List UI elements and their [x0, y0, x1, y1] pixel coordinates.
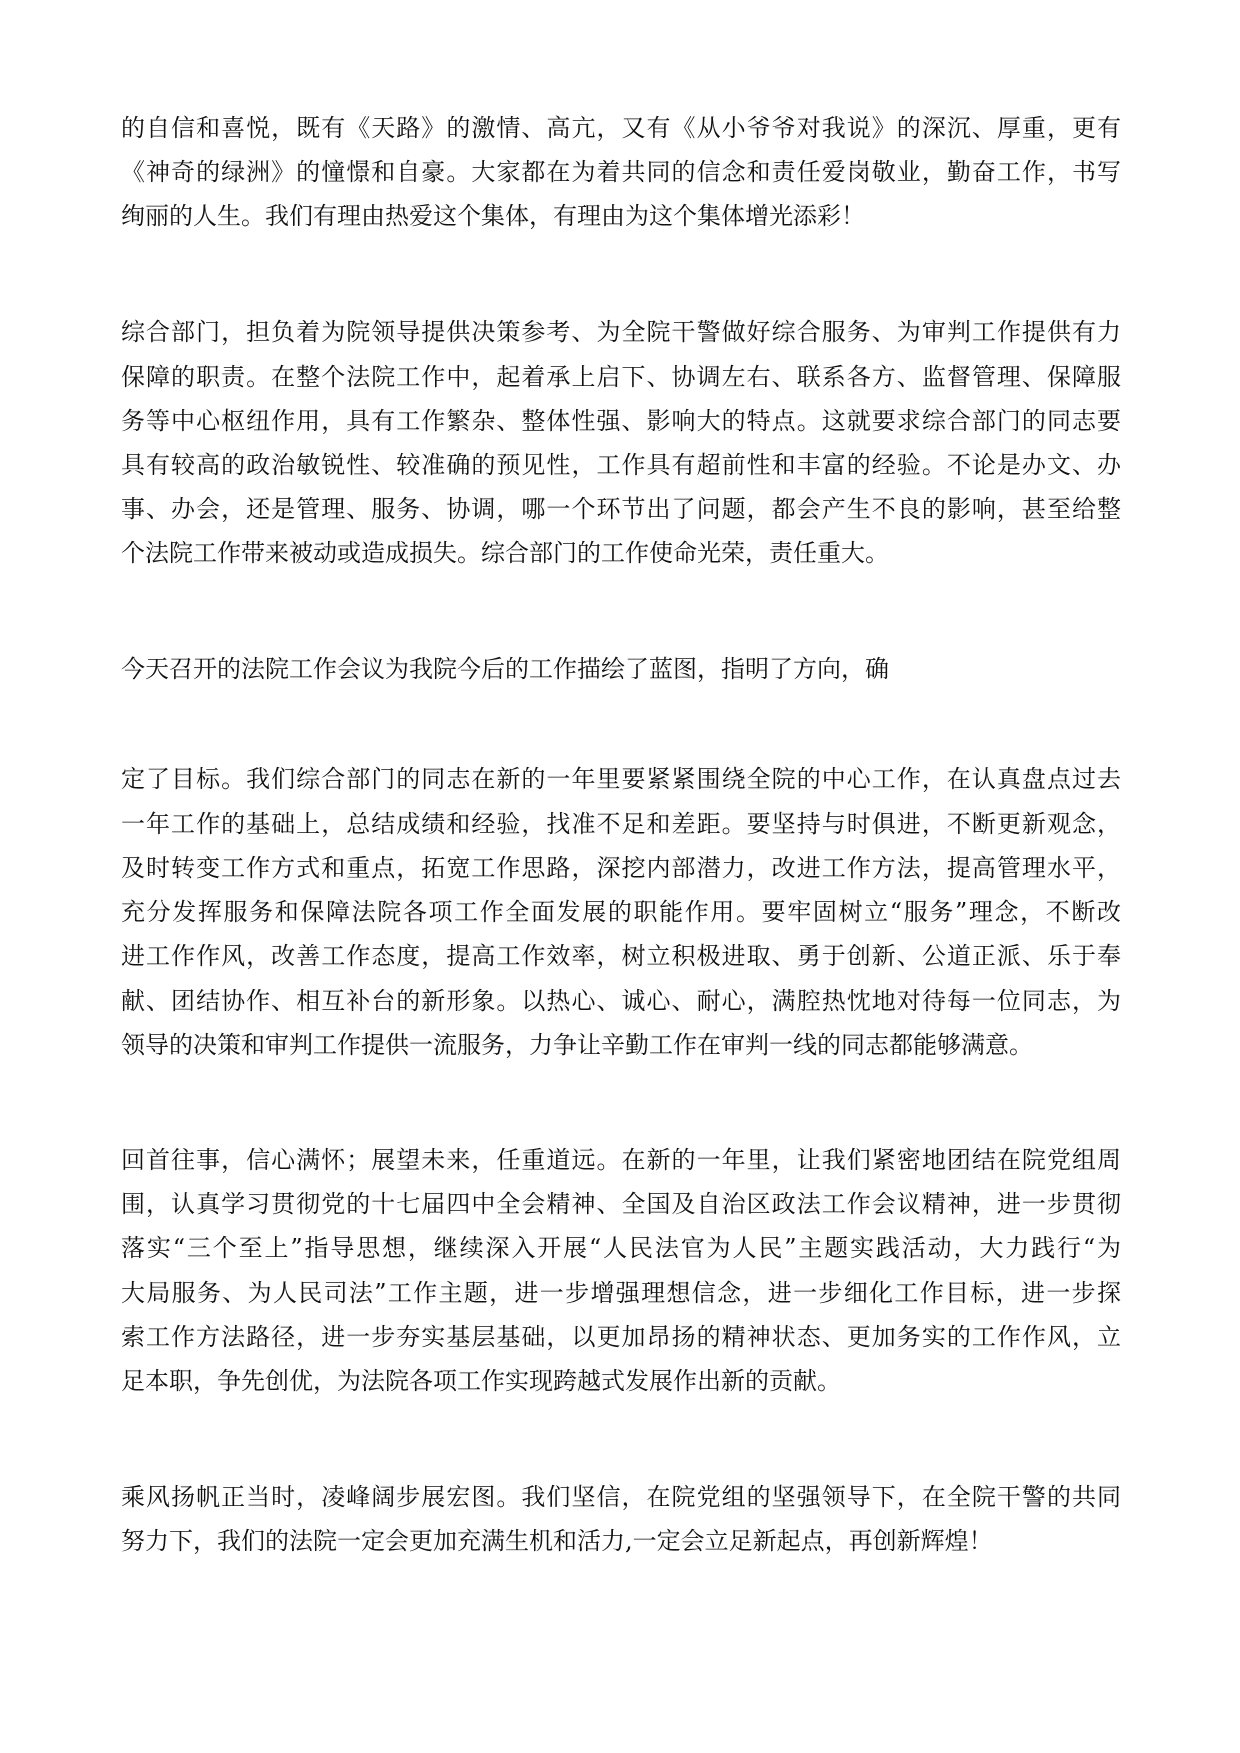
- text-line: 落实“三个至上”指导思想，继续深入开展“人民法官为人民”主题实践活动，大力践行“为: [121, 1234, 1121, 1262]
- text-line: 回首往事，信心满怀；展望未来，任重道远。在新的一年里，让我们紧密地团结在院党组周: [121, 1146, 1121, 1174]
- text-line: 今天召开的法院工作会议为我院今后的工作描绘了蓝图，指明了方向，确: [121, 655, 889, 683]
- text-line: 务等中心枢纽作用，具有工作繁杂、整体性强、影响大的特点。这就要求综合部门的同志要: [121, 407, 1121, 435]
- text-line: 进工作作风，改善工作态度，提高工作效率，树立积极进取、勇于创新、公道正派、乐于奉: [121, 942, 1121, 970]
- text-line: 足本职，争先创优，为法院各项工作实现跨越式发展作出新的贡献。: [121, 1367, 841, 1395]
- text-line: 献、团结协作、相互补台的新形象。以热心、诚心、耐心，满腔热忱地对待每一位同志，为: [121, 987, 1121, 1015]
- text-line: 及时转变工作方式和重点，拓宽工作思路，深挖内部潜力，改进工作方法，提高管理水平，: [121, 854, 1121, 882]
- text-line: 一年工作的基础上，总结成绩和经验，找准不足和差距。要坚持与时俱进，不断更新观念，: [121, 810, 1121, 838]
- text-line: 的自信和喜悦，既有《天路》的激情、高亢，又有《从小爷爷对我说》的深沉、厚重，更有: [121, 114, 1121, 142]
- text-line: 事、办会，还是管理、服务、协调，哪一个环节出了问题，都会产生不良的影响，甚至给整: [121, 495, 1121, 523]
- text-line: 绚丽的人生。我们有理由热爱这个集体，有理由为这个集体增光添彩！: [121, 202, 865, 230]
- text-line: 努力下，我们的法院一定会更加充满生机和活力,一定会立足新起点，再创新辉煌！: [121, 1527, 993, 1555]
- text-line: 乘风扬帆正当时，凌峰阔步展宏图。我们坚信，在院党组的坚强领导下，在全院干警的共同: [121, 1483, 1121, 1511]
- text-line: 个法院工作带来被动或造成损失。综合部门的工作使命光荣，责任重大。: [121, 539, 889, 567]
- text-line: 充分发挥服务和保障法院各项工作全面发展的职能作用。要牢固树立“服务”理念，不断改: [121, 898, 1121, 926]
- text-line: 定了目标。我们综合部门的同志在新的一年里要紧紧围绕全院的中心工作，在认真盘点过去: [121, 765, 1121, 793]
- text-line: 保障的职责。在整个法院工作中，起着承上启下、协调左右、联系各方、监督管理、保障服: [121, 363, 1121, 391]
- text-line: 《神奇的绿洲》的憧憬和自豪。大家都在为着共同的信念和责任爱岗敬业，勤奋工作，书写: [121, 158, 1121, 186]
- text-line: 大局服务、为人民司法”工作主题，进一步增强理想信念，进一步细化工作目标，进一步探: [121, 1279, 1121, 1307]
- text-line: 综合部门，担负着为院领导提供决策参考、为全院干警做好综合服务、为审判工作提供有力: [121, 318, 1121, 346]
- text-line: 索工作方法路径，进一步夯实基层基础，以更加昂扬的精神状态、更加务实的工作作风，立: [121, 1323, 1121, 1351]
- text-line: 围，认真学习贯彻党的十七届四中全会精神、全国及自治区政法工作会议精神，进一步贯彻: [121, 1190, 1121, 1218]
- text-line: 具有较高的政治敏锐性、较准确的预见性，工作具有超前性和丰富的经验。不论是办文、办: [121, 451, 1121, 479]
- text-line: 领导的决策和审判工作提供一流服务，力争让辛勤工作在审判一线的同志都能够满意。: [121, 1031, 1033, 1059]
